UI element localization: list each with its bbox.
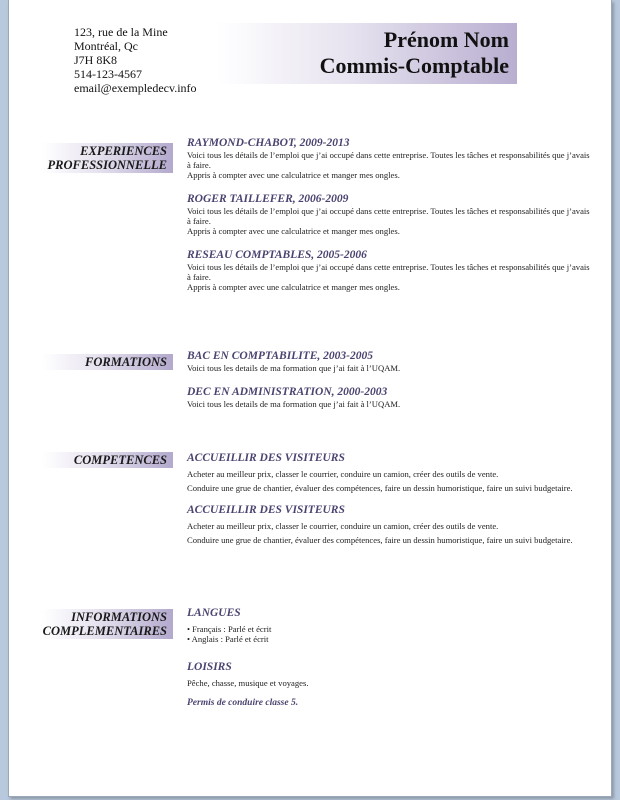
section-label-competences: COMPETENCES (42, 452, 173, 468)
experience-note: Appris à compter avec une calculatrice et manger mes ongles. (187, 226, 400, 236)
competence-title: ACCUEILLIR DES VISITEURS (187, 504, 345, 516)
formation-entry (187, 385, 592, 409)
job-title: Commis-Comptable (319, 53, 509, 78)
competences-content (187, 451, 592, 545)
langues-title: LANGUES (187, 607, 241, 619)
experience-description: Voici tous les détails de l’emploi que j’ai occupé dans cette entreprise. Toutes les tâches et responsabilités que j’avais à faire. (187, 150, 590, 170)
competence-entry (187, 503, 592, 545)
contact-phone: 514-123-4567 (74, 67, 142, 81)
header-title-box (217, 23, 517, 84)
experience-title: ROGER TAILLEFER, 2006-2009 (187, 193, 349, 205)
experience-entry (187, 136, 592, 180)
section-label-experiences: EXPERIENCES PROFESSIONNELLE (42, 143, 173, 173)
langue-item: • Français : Parlé et écrit (187, 624, 272, 634)
experience-entry (187, 192, 592, 236)
contact-postal: J7H 8K8 (74, 53, 118, 67)
permis-text: Permis de conduire classe 5. (187, 698, 299, 708)
experience-entry (187, 248, 592, 292)
competence-line: Conduire une grue de chantier, évaluer des compétences, faire un dessin humoristique, faire un suivi budgetaire. (187, 535, 573, 545)
experiences-content (187, 136, 592, 292)
competence-line: Acheter au meilleur prix, classer le courrier, conduire un camion, créer des outils de vente. (187, 521, 499, 531)
competence-line: Conduire une grue de chantier, évaluer des compétences, faire un dessin humoristique, faire un suivi budgetaire. (187, 483, 573, 493)
competence-entry (187, 451, 592, 493)
loisirs-text: Pêche, chasse, musique et voyages. (187, 678, 309, 688)
formation-description: Voici tous les details de ma formation que j’ai fait à l’UQAM. (187, 399, 401, 409)
experience-description: Voici tous les détails de l’emploi que j’ai occupé dans cette entreprise. Toutes les tâches et responsabilités que j’avais à faire. (187, 262, 590, 282)
section-label-formations: FORMATIONS (42, 354, 173, 370)
candidate-name: Prénom Nom (383, 27, 509, 52)
experience-title: RESEAU COMPTABLES, 2005-2006 (187, 249, 367, 261)
contact-city: Montréal, Qc (74, 39, 138, 53)
formation-entry (187, 349, 592, 373)
resume-page (8, 0, 612, 797)
experience-note: Appris à compter avec une calculatrice et manger mes ongles. (187, 170, 400, 180)
informations-content (187, 606, 592, 708)
formation-title: DEC EN ADMINISTRATION, 2000-2003 (187, 386, 388, 398)
experience-title: RAYMOND-CHABOT, 2009-2013 (187, 137, 350, 149)
section-label-informations: INFORMATIONS COMPLEMENTAIRES (42, 609, 173, 639)
formation-description: Voici tous les details de ma formation que j’ai fait à l’UQAM. (187, 363, 401, 373)
contact-block (74, 25, 197, 95)
loisirs-title: LOISIRS (187, 661, 232, 673)
contact-address: 123, rue de la Mine (74, 25, 168, 39)
formations-content (187, 349, 592, 409)
experience-note: Appris à compter avec une calculatrice et manger mes ongles. (187, 282, 400, 292)
formation-title: BAC EN COMPTABILITE, 2003-2005 (187, 350, 373, 362)
competence-title: ACCUEILLIR DES VISITEURS (187, 452, 345, 464)
experience-description: Voici tous les détails de l’emploi que j’ai occupé dans cette entreprise. Toutes les tâches et responsabilités que j’avais à faire. (187, 206, 590, 226)
competence-line: Acheter au meilleur prix, classer le courrier, conduire un camion, créer des outils de vente. (187, 469, 499, 479)
langue-item: • Anglais : Parlé et écrit (187, 634, 269, 644)
contact-email: email@exempledecv.info (74, 81, 197, 95)
